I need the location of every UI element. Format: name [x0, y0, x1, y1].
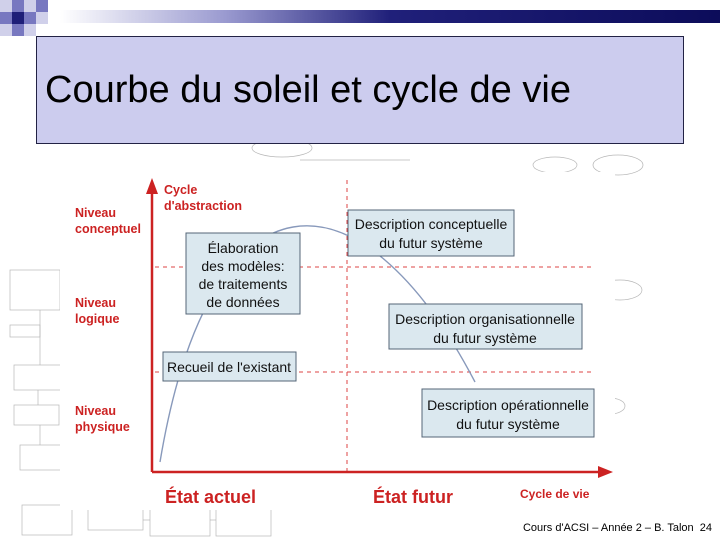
box-operational-description-line1: Description opérationnelle	[427, 397, 589, 413]
level-label-conceptual-line1: Niveau	[75, 206, 116, 220]
slide-title: Courbe du soleil et cycle de vie	[45, 69, 571, 111]
state-label-current: État actuel	[165, 487, 257, 507]
level-label-conceptual-line2: conceptuel	[75, 222, 141, 236]
level-label-logical-line2: logique	[75, 312, 120, 326]
box-conceptual-description-line1: Description conceptuelle	[354, 216, 508, 232]
box-organisational-description-line2: du futur système	[433, 330, 537, 346]
x-axis-label: Cycle de vie	[520, 487, 590, 501]
box-model-elaboration-line2: des modèles:	[201, 258, 285, 274]
box-organisational-description-line1: Description organisationnelle	[395, 311, 575, 327]
y-axis-label-line1: Cycle	[164, 183, 198, 197]
box-model-elaboration-line1: Élaboration	[207, 240, 279, 256]
box-model-elaboration-line3: de traitements	[198, 276, 288, 292]
footer-text: Cours d'ACSI – Année 2 – B. Talon	[522, 522, 694, 534]
level-label-physical-line2: physique	[75, 420, 130, 434]
box-operational-description-line2: du futur système	[456, 416, 560, 432]
level-label-logical-line1: Niveau	[75, 296, 116, 310]
y-axis-label-line2: d'abstraction	[164, 199, 242, 213]
state-label-future: État futur	[373, 487, 453, 507]
lifecycle-diagram	[60, 172, 615, 510]
slide-footer	[523, 522, 712, 534]
box-existing-collection-line1: Recueil de l'existant	[166, 359, 292, 375]
box-conceptual-description-line2: du futur système	[379, 235, 483, 251]
level-label-physical-line1: Niveau	[75, 404, 116, 418]
title-box	[36, 36, 684, 144]
page-number: 24	[699, 522, 712, 534]
decorative-header-bar	[0, 0, 720, 40]
box-model-elaboration-line4: de données	[206, 294, 280, 310]
